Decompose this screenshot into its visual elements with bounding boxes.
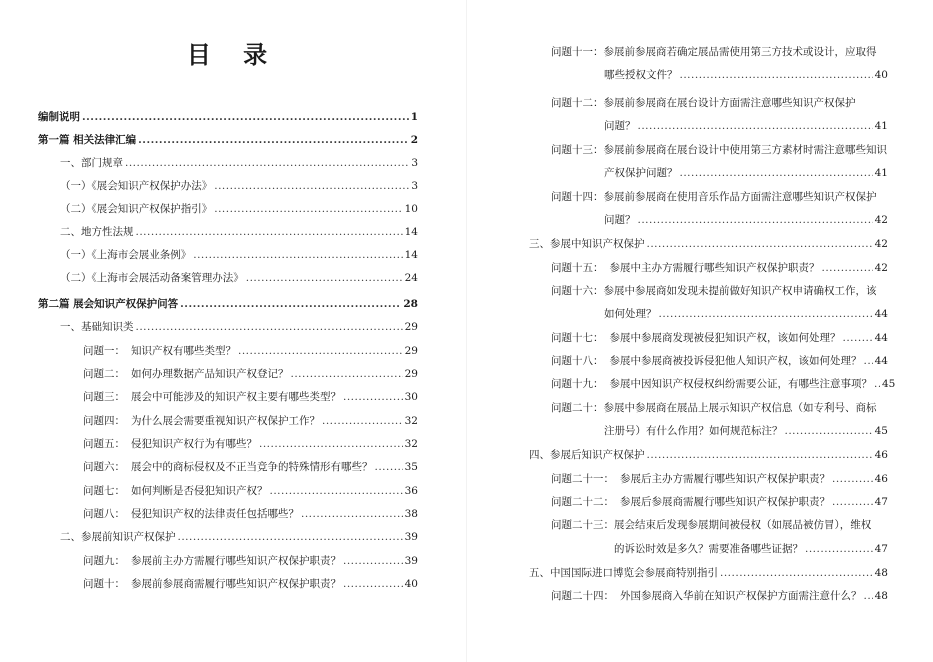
page-number: 28 xyxy=(403,298,418,310)
leader-dots xyxy=(680,68,873,82)
page-number: 42 xyxy=(874,262,888,274)
page-number: 42 xyxy=(874,238,888,250)
page-number: 32 xyxy=(404,438,418,450)
toc-entry[interactable]: 如何处理？ ..... 44 xyxy=(604,307,888,321)
leader-dots xyxy=(874,377,880,391)
toc-entry-line1[interactable]: 问题十三：参展前参展商在展台设计中使用第三方素材时需注意哪些知识 xyxy=(551,144,887,156)
toc-entry[interactable]: 问题？ ..... 41 xyxy=(604,119,888,133)
page-number: 24 xyxy=(404,272,418,284)
leader-dots xyxy=(136,320,403,334)
toc-left-page xyxy=(0,0,466,662)
toc-entry[interactable]: 问题十七： 参展中参展商发现被侵犯知识产权，该如何处理？ ..... 44 xyxy=(551,331,888,345)
page-number: 41 xyxy=(874,120,888,132)
leader-dots xyxy=(659,307,873,321)
toc-entry[interactable]: 问题二十一： 参展后主办方需履行哪些知识产权保护职责？ ..... 46 xyxy=(551,472,888,486)
toc-entry-line1[interactable]: 问题十二：参展前参展商在展台设计方面需注意哪些知识产权保护 xyxy=(551,97,856,109)
page-number: 46 xyxy=(874,473,888,485)
page-number: 30 xyxy=(404,391,418,403)
leader-dots xyxy=(647,237,873,251)
page-number: 44 xyxy=(874,332,888,344)
page-number: 14 xyxy=(404,249,418,261)
page-number: 36 xyxy=(404,485,418,497)
toc-entry[interactable]: 产权保护问题？ ..... 41 xyxy=(604,166,888,180)
page-number: 45 xyxy=(882,378,896,390)
toc-entry[interactable]: 一、基础知识类 ..... 29 xyxy=(60,320,418,334)
leader-dots xyxy=(246,271,403,285)
leader-dots xyxy=(720,566,873,580)
toc-entry[interactable]: 问题七： 如何判断是否侵犯知识产权？ ..... 36 xyxy=(83,484,418,498)
toc-entry[interactable]: 问题？ ..... 42 xyxy=(604,213,888,227)
leader-dots xyxy=(180,297,401,311)
toc-entry[interactable]: （二）《上海市会展活动备案管理办法》 ..... 24 xyxy=(60,271,418,285)
leader-dots xyxy=(270,484,403,498)
toc-entry-line1[interactable]: 问题二十三：展会结束后发现参展期间被侵权（如展品被仿冒），维权 xyxy=(551,519,872,531)
page-number: 39 xyxy=(404,531,418,543)
leader-dots xyxy=(138,133,409,147)
leader-dots xyxy=(805,542,873,556)
leader-dots xyxy=(343,554,403,568)
leader-dots xyxy=(832,495,873,509)
leader-dots xyxy=(680,166,873,180)
toc-entry[interactable]: （二）《展会知识产权保护指引》 ..... 10 xyxy=(60,202,418,216)
leader-dots xyxy=(832,472,873,486)
leader-dots xyxy=(785,424,873,438)
toc-entry[interactable]: 四、参展后知识产权保护 ..... 46 xyxy=(529,448,888,462)
toc-entry[interactable]: 问题四： 为什么展会需要重视知识产权保护工作？ ..... 32 xyxy=(83,414,418,428)
toc-entry[interactable]: 问题十： 参展前参展商需履行哪些知识产权保护职责？ ..... 40 xyxy=(83,577,418,591)
toc-entry[interactable]: 二、地方性法规 ..... 14 xyxy=(60,225,418,239)
toc-entry[interactable]: 问题八： 侵犯知识产权的法律责任包括哪些？ ..... 38 xyxy=(83,507,418,521)
toc-entry-line1[interactable]: 问题十一：参展前参展商若确定展品需使用第三方技术或设计，应取得 xyxy=(551,46,877,58)
page-number: 47 xyxy=(874,543,888,555)
toc-entry-line1[interactable]: 问题二十：参展中参展商在展品上展示知识产权信息（如专利号、商标 xyxy=(551,402,877,414)
leader-dots xyxy=(343,390,403,404)
page-number: 35 xyxy=(404,461,418,473)
leader-dots xyxy=(238,344,403,358)
toc-entry[interactable]: 问题九： 参展前主办方需履行哪些知识产权保护职责？ ..... 39 xyxy=(83,554,418,568)
leader-dots xyxy=(322,414,403,428)
page-number: 44 xyxy=(874,308,888,320)
leader-dots xyxy=(864,589,873,603)
toc-entry[interactable]: （一）《展会知识产权保护办法》 ..... 3 xyxy=(60,179,418,193)
toc-entry[interactable]: 问题二十二： 参展后参展商需履行哪些知识产权保护职责？ ..... 47 xyxy=(551,495,888,509)
toc-entry[interactable]: 注册号）有什么作用？如何规范标注？ ..... 45 xyxy=(604,424,888,438)
toc-entry[interactable]: 问题二： 如何办理数据产品知识产权登记？ ..... 29 xyxy=(83,367,418,381)
leader-dots xyxy=(843,331,873,345)
leader-dots xyxy=(864,354,873,368)
leader-dots xyxy=(343,577,403,591)
page-number: 39 xyxy=(404,555,418,567)
toc-entry[interactable]: 哪些授权文件？ ..... 40 xyxy=(604,68,888,82)
page-number: 48 xyxy=(874,567,888,579)
toc-entry[interactable]: 的诉讼时效是多久？需要准备哪些证据？ ..... 47 xyxy=(614,542,888,556)
leader-dots xyxy=(638,213,873,227)
leader-dots xyxy=(214,202,402,216)
page-number: 45 xyxy=(874,425,888,437)
page-number: 2 xyxy=(410,134,418,146)
page-number: 3 xyxy=(411,157,418,169)
toc-entry[interactable]: 第一篇 相关法律汇编 ..... 2 xyxy=(38,133,418,147)
leader-dots xyxy=(125,156,409,170)
page-number: 38 xyxy=(404,508,418,520)
toc-entry[interactable]: 问题十五： 参展中主办方需履行哪些知识产权保护职责？ ..... 42 xyxy=(551,261,888,275)
leader-dots xyxy=(638,119,873,133)
toc-entry[interactable]: 问题二十四： 外国参展商入华前在知识产权保护方面需注意什么？ ..... 48 xyxy=(551,589,888,603)
toc-entry[interactable]: 问题十八： 参展中参展商被投诉侵犯他人知识产权，该如何处理？ ..... 44 xyxy=(551,354,888,368)
page-number: 41 xyxy=(874,167,888,179)
page-number: 3 xyxy=(411,180,418,192)
toc-entry[interactable]: 问题三： 展会中可能涉及的知识产权主要有哪些类型？ ..... 30 xyxy=(83,390,418,404)
leader-dots xyxy=(136,225,403,239)
toc-entry[interactable]: 三、参展中知识产权保护 ..... 42 xyxy=(529,237,888,251)
toc-title: 目 录 xyxy=(186,40,280,69)
leader-dots xyxy=(82,110,409,124)
toc-entry-line1[interactable]: 问题十四：参展前参展商在使用音乐作品方面需注意哪些知识产权保护 xyxy=(551,191,877,203)
leader-dots xyxy=(178,530,403,544)
leader-dots xyxy=(375,460,403,474)
toc-entry[interactable]: 二、参展前知识产权保护 ..... 39 xyxy=(60,530,418,544)
page-number: 40 xyxy=(404,578,418,590)
page-number: 29 xyxy=(404,321,418,333)
toc-entry[interactable]: 问题十九： 参展中因知识产权侵权纠纷需要公证，有哪些注意事项？ ..... 45 xyxy=(551,377,888,391)
toc-right-page xyxy=(466,0,933,662)
toc-entry[interactable]: 一、部门规章 ..... 3 xyxy=(60,156,418,170)
leader-dots xyxy=(301,507,403,521)
page-number: 32 xyxy=(404,415,418,427)
page-number: 47 xyxy=(874,496,888,508)
leader-dots xyxy=(822,261,873,275)
leader-dots xyxy=(259,437,403,451)
toc-entry[interactable]: （一）《上海市会展业条例》 ..... 14 xyxy=(60,248,418,262)
page-number: 14 xyxy=(404,226,418,238)
toc-entry-line1[interactable]: 问题十六：参展中参展商如发现未提前做好知识产权申请确权工作，该 xyxy=(551,285,877,297)
page-number: 10 xyxy=(404,203,418,215)
page-number: 42 xyxy=(874,214,888,226)
toc-entry[interactable]: 问题六： 展会中的商标侵权及不正当竞争的特殊情形有哪些？ ..... 35 xyxy=(83,460,418,474)
toc-entry[interactable]: 编制说明 ..... 1 xyxy=(38,110,418,124)
page-number: 29 xyxy=(404,368,418,380)
page-number: 44 xyxy=(874,355,888,367)
page-number: 48 xyxy=(874,590,888,602)
toc-entry[interactable]: 五、中国国际进口博览会参展商特别指引 ..... 48 xyxy=(529,566,888,580)
toc-entry[interactable]: 第二篇 展会知识产权保护问答 ..... 28 xyxy=(38,297,418,311)
leader-dots xyxy=(214,179,409,193)
page-number: 29 xyxy=(404,345,418,357)
toc-entry[interactable]: 问题五： 侵犯知识产权行为有哪些？ ..... 32 xyxy=(83,437,418,451)
toc-entry[interactable]: 问题一： 知识产权有哪些类型？ ..... 29 xyxy=(83,344,418,358)
page-number: 46 xyxy=(874,449,888,461)
leader-dots xyxy=(647,448,873,462)
leader-dots xyxy=(291,367,403,381)
page-number: 40 xyxy=(874,69,888,81)
page-number: 1 xyxy=(410,111,418,123)
leader-dots xyxy=(193,248,402,262)
